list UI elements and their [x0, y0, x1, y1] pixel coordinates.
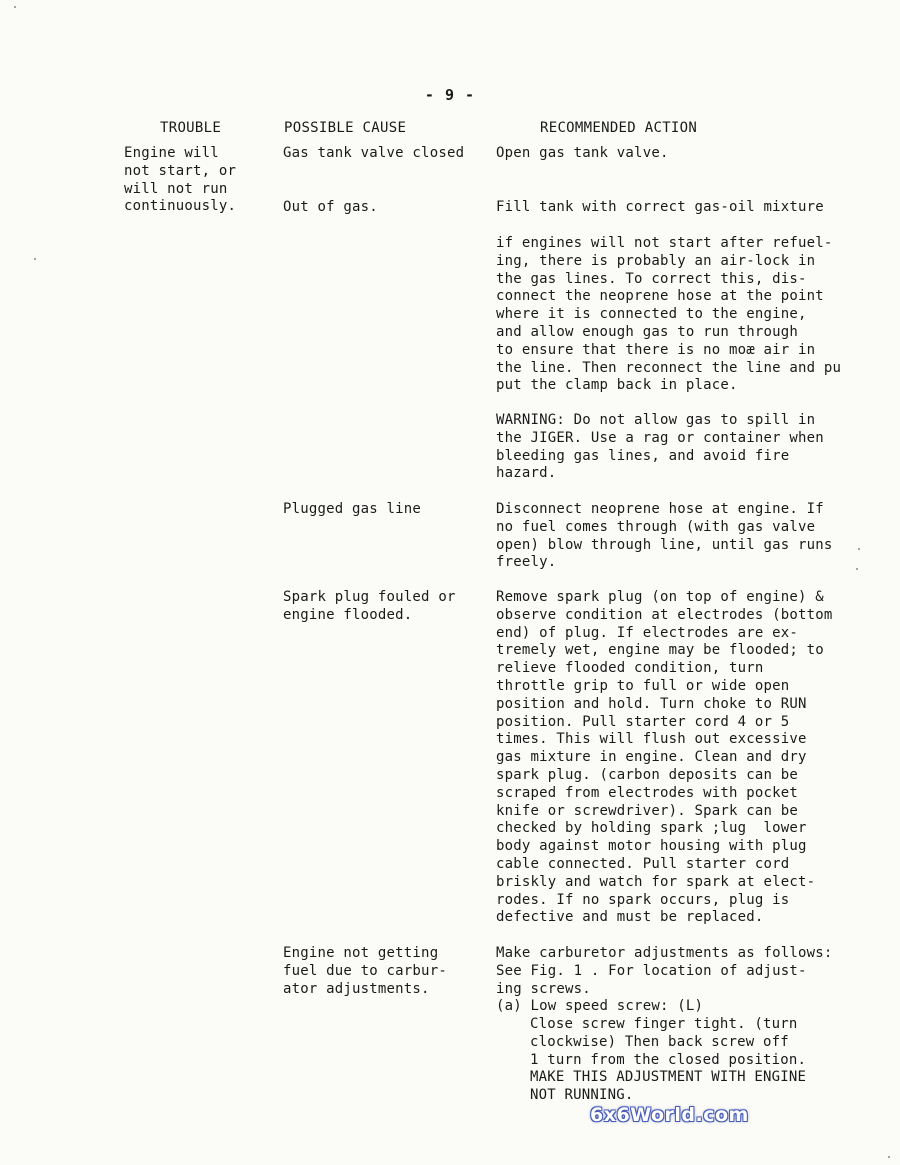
- scan-speck: [14, 6, 16, 8]
- action-carburetor-intro: Make carburetor adjustments as follows: See Fig. 1 . For location of adjust- ing screws.: [496, 945, 833, 997]
- action-warning: WARNING: Do not allow gas to spill in the JIGER. Use a rag or container when bleeding gas lines, and avoid fire hazard.: [496, 412, 824, 482]
- trouble-engine-will-not-start: Engine will not start, or will not run continuously.: [124, 145, 237, 215]
- cause-out-of-gas: Out of gas.: [283, 199, 378, 215]
- action-low-speed-body: Close screw finger tight. (turn clockwise) Then back screw off 1 turn from the closed position. MAKE THIS ADJUSTMENT WITH ENGINE NOT RUNNING.: [530, 1016, 807, 1104]
- cause-spark-plug: Spark plug fouled or engine flooded.: [283, 589, 456, 623]
- page-number: - 9 -: [424, 86, 476, 104]
- action-air-lock: if engines will not start after refuel- ing, there is probably an air-lock in the gas lines. To correct this, dis- connect the neoprene hose at the point where it is connected to the engine, and allow enough gas to run through to ensure that there is no moæ air in the line. Then reconnect the line and pu put the clamp back in place.: [496, 235, 842, 394]
- action-open-valve: Open gas tank valve.: [496, 145, 669, 161]
- header-recommended-action: RECOMMENDED ACTION: [540, 120, 698, 136]
- scan-speck: [34, 258, 36, 260]
- cause-plugged-line: Plugged gas line: [283, 501, 422, 517]
- action-fill-tank: Fill tank with correct gas-oil mixture: [496, 199, 824, 215]
- scan-speck: [856, 568, 858, 570]
- header-possible-cause: POSSIBLE CAUSE: [284, 120, 407, 136]
- cause-valve-closed: Gas tank valve closed: [283, 145, 465, 161]
- action-disconnect-hose: Disconnect neoprene hose at engine. If no fuel comes through (with gas valve open) blow through line, until gas runs freely.: [496, 501, 833, 571]
- header-trouble: TROUBLE: [160, 120, 222, 136]
- scan-speck: [888, 1156, 890, 1158]
- scan-speck: [858, 548, 860, 550]
- watermark-logo: 6x6World.com: [590, 1104, 749, 1126]
- action-spark-plug: Remove spark plug (on top of engine) & observe condition at electrodes (bottom end) of plug. If electrodes are ex- tremely wet, engine may be flooded; to relieve flooded condition, turn throttle grip to full or wide open position and hold. Turn choke to RUN position. Pull starter cord 4 or 5 times. This will flush out excessive gas mixture in engine. Clean and dry spark plug. (carbon deposits can be scraped from electrodes with pocket knife or screwdriver). Spark can be checked by holding spark ;lug lower body against motor housing with plug cable connected. Pull starter cord briskly and watch for spark at elect- rodes. If no spark occurs, plug is defective and must be replaced.: [496, 589, 833, 926]
- action-low-speed-label: (a) Low speed screw: (L): [496, 998, 704, 1014]
- cause-carburetor: Engine not getting fuel due to carbur- ator adjustments.: [283, 945, 447, 997]
